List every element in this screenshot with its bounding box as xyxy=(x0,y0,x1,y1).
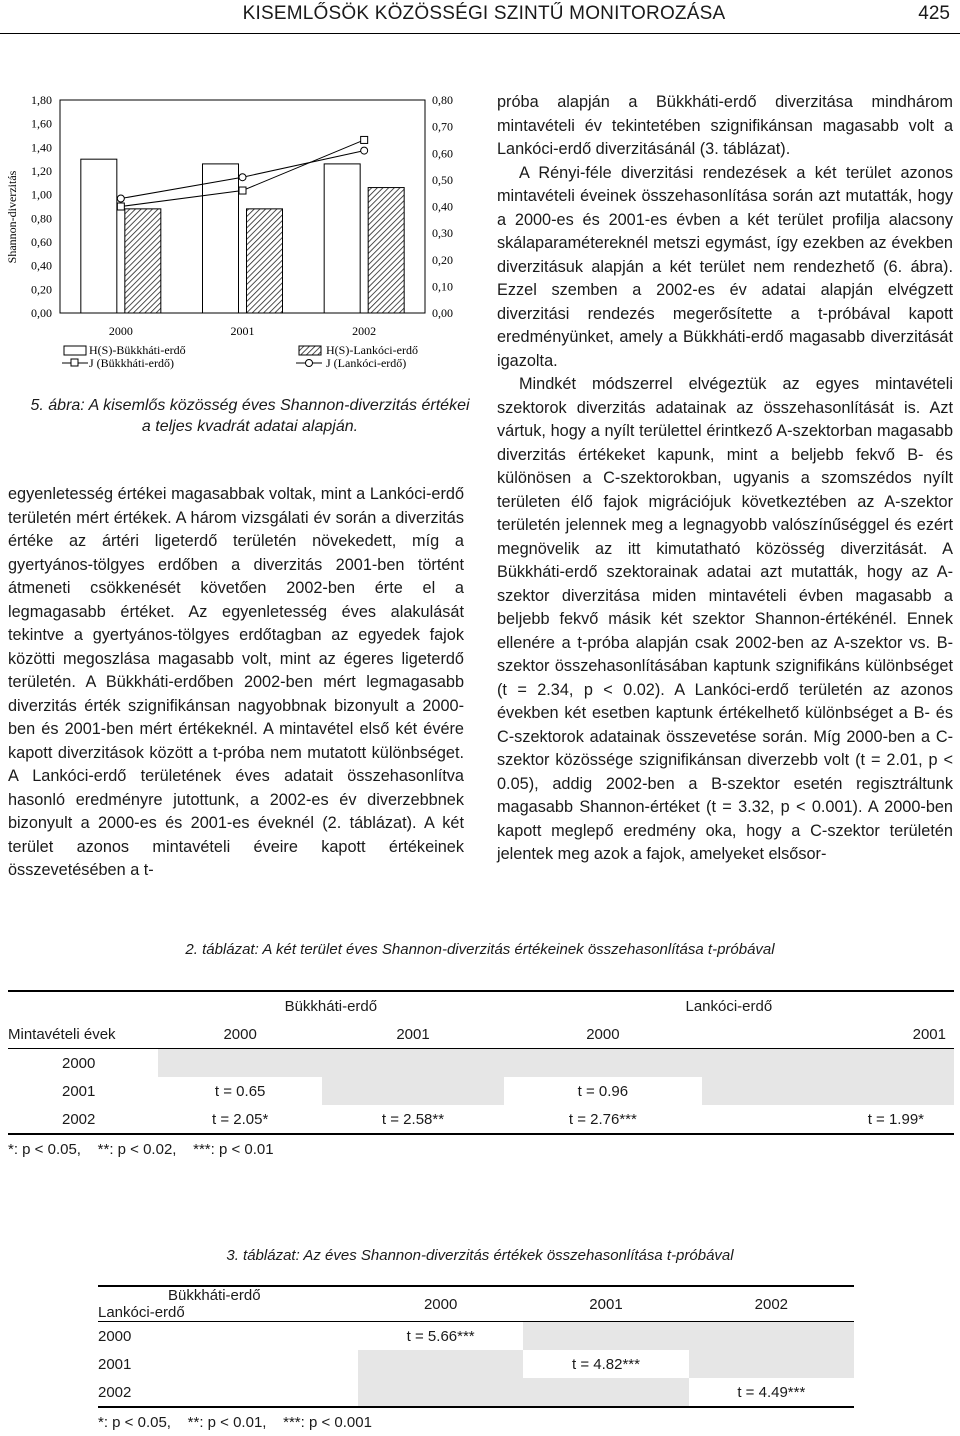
y-tick-label-left: 0,40 xyxy=(31,258,52,273)
table-row xyxy=(98,1322,854,1351)
table-row xyxy=(98,1350,854,1378)
table3-row-year: 2000 xyxy=(98,1327,132,1345)
table2-cell: t = 2.76*** xyxy=(568,1110,637,1128)
table2-cell xyxy=(158,1049,322,1078)
legend-marker-bukkhati-line xyxy=(71,359,78,366)
legend-label-lankoci-bar: H(S)-Lankóci-erdő xyxy=(326,343,418,357)
y-tick-label-right: 0,80 xyxy=(432,95,453,107)
bar xyxy=(247,209,283,313)
table3-corner-bottom: Lankóci-erdő xyxy=(98,1304,185,1321)
table2-group2-header: Lankóci-erdő xyxy=(685,997,773,1015)
right-paragraph-2: A Rényi-féle diverzitási rendezések a két terület azonos mintavételi éveinek összehasonlítása során azt mutatták, hogy a 2000-es és 2001-es évben a két terület profilja alacsony skálaparamétereknél metszi egymást, így ezekben az években diverzitásuk alapján a két terület nem rendezhető (6. ábra). Ezzel szemben a 2002-es év adatai alapján elvégzett diverzitási rendezés megerősítette a t-próbával kapott eredményünket, amely a Bükkháti-erdő magasabb diverzitását igazolta. xyxy=(497,163,953,370)
table2-cell: t = 0.96 xyxy=(577,1082,629,1100)
table2-group1-header: Bükkháti-erdő xyxy=(284,997,378,1015)
table2-cell xyxy=(702,1049,954,1078)
table2-cell xyxy=(504,1049,702,1078)
y-tick-label-left: 0,00 xyxy=(31,306,52,320)
table2-row-year: 2000 xyxy=(62,1054,96,1072)
table3-col-year: 2000 xyxy=(423,1295,458,1313)
y-tick-label-right: 0,10 xyxy=(432,279,453,294)
table2-row-year: 2001 xyxy=(62,1082,96,1100)
table3-cell: t = 5.66*** xyxy=(406,1327,475,1345)
table3-cell xyxy=(689,1322,854,1351)
y-tick-label-left: 1,00 xyxy=(31,187,52,202)
table3-col-year: 2002 xyxy=(754,1295,789,1313)
table2-col-year: 2001 xyxy=(396,1025,430,1043)
y-tick-label-left: 1,80 xyxy=(31,95,52,107)
x-tick-label: 2000 xyxy=(108,324,133,338)
shannon-diversity-chart xyxy=(0,95,480,385)
table-row xyxy=(8,991,954,1020)
table3-cell xyxy=(689,1350,854,1378)
left-paragraph: egyenletesség értékei magasabbak voltak, mint a Lankóci-erdő területén mért értékek. A három vizsgálati év során a diverzitás értéke az ártéri ligeterdő területén növekedett, míg a gyertyános-tölgyes erdőben a diverzitás 2001-ben történt átmeneti csökkenését követően 2002-ben érte el a legmagasabb értéket. Az egyenletesség éves alakulását tekintve a gyertyános-tölgyes erdőtagban az egyedek fajok közötti megoszlása magasabb volt, mint az égeres ligeterdő területén. A Bükkháti-erdőben 2002-ben mért legmagasabb diverzitás érték szignifikánsan nagyobbnak bizonyult a 2000-ben és 2001-ben mért értékeknél. A mintavétel első két évére kapott diverzitások között a t-próba nem mutatott különbséget. A Lankóci-erdő területének éves adatait összehasonlítva hasonló eredményre jutottunk, a 2002-es év diverzebbnek bizonyult a 2000-es és 2001-es éveknél (2. táblázat). A két terület azonos mintavételi éveire kapott értékeinek összevetésében a t- xyxy=(8,485,464,879)
table3-row-year: 2001 xyxy=(98,1355,132,1373)
table2-row-header: Mintavételi évek xyxy=(8,1025,116,1043)
table-3-caption: 3. táblázat: Az éves Shannon-diverzitás értékek összehasonlítása t-próbával xyxy=(226,1247,734,1264)
table2-col-year: 2000 xyxy=(586,1025,620,1043)
y-tick-label-right: 0,20 xyxy=(432,252,453,267)
line-point-circle xyxy=(239,174,246,181)
table2-cell: t = 2.05* xyxy=(212,1110,269,1128)
legend-label-lankoci-line: J (Lankóci-erdő) xyxy=(326,356,407,370)
table-3 xyxy=(98,1285,854,1436)
x-tick-label: 2001 xyxy=(230,324,255,338)
y-tick-label-left: 0,20 xyxy=(31,282,52,297)
table-row xyxy=(8,1049,954,1078)
table-row xyxy=(8,1134,954,1163)
table2-cell xyxy=(702,1077,954,1105)
table-row xyxy=(8,1105,954,1134)
page-number: 425 xyxy=(918,3,950,24)
line-point-square xyxy=(239,187,246,194)
table3-cell xyxy=(358,1350,523,1378)
right-paragraph-3: Mindkét módszerrel elvégeztük az egyes mintavételi szektorok diverzitás adatainak az összehasonlítását is. Azt vártuk, hogy a nyílt területtel érintkező A-szektorban magasabb diverzitás értékeket kapunk, mint a beljebb fekvő B- és különösen a C-szektorokban, ugyanis a szomszédos nyílt területen élő fajok migrációjuk következtében az A-szektor területén jelennek meg a legnagyobb valószínűséggel és ezért megnövelik az itt kimutatható közösség diverzitását. A Bükkháti-erdő szektorainak adatai azt mutatták, hogy az A-szektor diverzitása miden mintavételi évben magasabb a beljebb fekvő másik két szektor Shannon-értékénél. Ennek ellenére a t-próba alapján csak 2002-ben az A-szektor vs. B-szektor összehasonlításában kaptunk szignifikáns különbséget (t = 2.34, p < 0.02). A Lankóci-erdő területén az azonos években két esetben kaptunk értékelhető különbséget a B- és C-szektorok adatainak összevetése során. Míg 2000-ben a C-szektor közössége szignifikánsan diverzebb volt (t = 2.01, p < 0.05), addig 2002-ben a B-szektor esetén regisztráltunk magasabb Shannon-értéket (t = 3.32, p < 0.001). A 2000-ben kapott meglepő eredmény oka, hogy a C-szektor területén jelentek meg azok a fajok, amelyeket elsősor- xyxy=(497,375,953,863)
table3-corner-top: Bükkháti-erdő xyxy=(168,1287,261,1304)
legend-swatch-bukkhati-bar xyxy=(64,346,86,355)
table3-corner-header xyxy=(98,1286,358,1322)
right-paragraph-1: próba alapján a Bükkháti-erdő diverzitása mindhárom mintavételi év tekintetében szignifikánsan magasabb volt a Lankóci-erdő diverzitásánál (3. táblázat). xyxy=(497,93,953,158)
y-tick-label-right: 0,50 xyxy=(432,172,453,187)
legend-label-bukkhati-line: J (Bükkháti-erdő) xyxy=(89,356,174,370)
y-tick-label-right: 0,70 xyxy=(432,119,453,134)
bar xyxy=(81,159,117,313)
y-tick-label-left: 1,20 xyxy=(31,164,52,178)
table2-row-year: 2002 xyxy=(62,1110,96,1128)
chart-legend xyxy=(62,343,418,370)
table-row xyxy=(98,1378,854,1407)
line-point-circle xyxy=(117,195,124,202)
header-rule xyxy=(0,33,960,34)
table3-cell xyxy=(358,1378,523,1407)
table3-footnote: *: p < 0.05, **: p < 0.01, ***: p < 0.001 xyxy=(98,1413,372,1431)
table2-col-year: 2000 xyxy=(223,1025,257,1043)
table3-cell: t = 4.82*** xyxy=(572,1355,640,1373)
line-point-circle xyxy=(361,147,368,154)
table2-cell: t = 1.99* xyxy=(867,1110,924,1128)
table-row xyxy=(8,1020,954,1049)
table3-cell xyxy=(523,1378,688,1407)
table2-cell xyxy=(322,1049,503,1078)
y-tick-label-right: 0,40 xyxy=(432,199,453,214)
table3-cell xyxy=(523,1322,688,1351)
table2-cell xyxy=(322,1077,503,1105)
table3-col-year: 2001 xyxy=(589,1295,623,1313)
x-tick-label: 2002 xyxy=(352,324,377,338)
bar xyxy=(125,209,161,313)
y-tick-label-left: 1,40 xyxy=(31,140,52,155)
y-tick-label-right: 0,60 xyxy=(432,146,453,161)
bar xyxy=(368,188,404,313)
left-column-text xyxy=(8,483,464,883)
figure-5-caption: 5. ábra: A kisemlős közösség éves Shannon-diverzitás értékei a teljes kvadrát adatai alapján. xyxy=(30,397,470,435)
table2-col-year: 2001 xyxy=(912,1025,946,1043)
table-2 xyxy=(8,990,954,1163)
y-axis-label: Shannon-diverzitás xyxy=(5,170,19,264)
line-point-square xyxy=(117,203,124,210)
legend-swatch-lankoci-bar xyxy=(299,346,321,355)
right-column-text xyxy=(497,91,953,867)
y-tick-label-left: 0,80 xyxy=(31,211,52,226)
table-row xyxy=(98,1286,854,1322)
y-tick-label-left: 0,60 xyxy=(31,235,52,249)
bar xyxy=(324,164,360,313)
table3-row-year: 2002 xyxy=(98,1383,132,1401)
bar xyxy=(203,164,239,313)
table2-footnote: *: p < 0.05, **: p < 0.02, ***: p < 0.01 xyxy=(8,1140,274,1158)
table2-cell: t = 2.58** xyxy=(381,1110,445,1128)
table3-cell: t = 4.49*** xyxy=(737,1383,806,1401)
table-2-caption: 2. táblázat: A két terület éves Shannon-diverzitás értékeinek összehasonlítása t-próbával xyxy=(185,941,775,958)
table2-cell: t = 0.65 xyxy=(214,1082,266,1100)
table-row xyxy=(8,1077,954,1105)
y-tick-label-left: 1,60 xyxy=(31,116,52,131)
y-tick-label-right: 0,00 xyxy=(432,306,453,320)
running-header-title: KISEMLŐSÖK KÖZÖSSÉGI SZINTŰ MONITOROZÁSA xyxy=(242,3,726,24)
legend-marker-lankoci-line xyxy=(306,360,313,367)
y-tick-label-right: 0,30 xyxy=(432,226,453,241)
line-point-square xyxy=(361,136,368,143)
legend-label-bukkhati-bar: H(S)-Bükkháti-erdő xyxy=(89,343,186,357)
